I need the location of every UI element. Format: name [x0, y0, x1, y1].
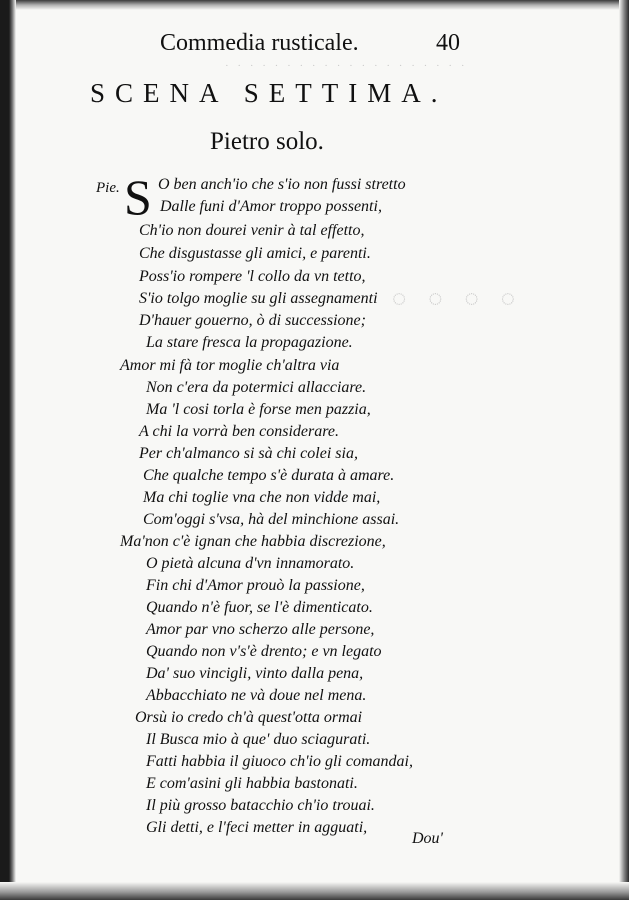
verse-line: Fatti habbia il giuoco ch'io gli comandai, [146, 753, 413, 770]
running-title: Commedia rusticale. [160, 30, 359, 56]
verse-line: Che qualche tempo s'è durata à amare. [143, 467, 395, 484]
verse-line: Quando n'è fuor, se l'è dimenticato. [146, 599, 373, 616]
verse-line: Amor mi fà tor moglie ch'altra via [120, 357, 340, 374]
verse-line: E com'asini gli habbia bastonati. [146, 775, 358, 792]
verse-line: Orsù io credo ch'à quest'otta ormai [135, 709, 363, 726]
page-right-shadow [619, 0, 629, 900]
verse-line: Ch'io non dourei venir à tal effetto, [139, 222, 365, 239]
verse-line: Da' suo vincigli, vinto dalla pena, [146, 665, 364, 682]
scene-title: SCENA SETTIMA. [90, 78, 448, 108]
verse-line: Per ch'almanco si sà chi colei sia, [139, 445, 358, 462]
running-head [160, 30, 460, 60]
page-top-shadow [0, 0, 629, 10]
speaker-abbreviation: Pie. [96, 180, 120, 196]
verse-line: Ma chi toglie vna che non vidde mai, [143, 489, 381, 506]
drop-capital: S [124, 169, 152, 225]
verse-line: Gli detti, e l'feci metter in agguati, [146, 819, 368, 836]
verse-line: Ma'non c'è ignan che habbia discrezione, [120, 533, 386, 550]
verse-line: Quando non v's'è drento; e vn legato [146, 643, 382, 660]
page-bottom-shadow [0, 882, 629, 900]
verse-line: O ben anch'io che s'io non fussi stretto [158, 176, 406, 193]
page-binding-shadow [0, 0, 16, 900]
verse-line: Il più grosso batacchio ch'io trouai. [146, 797, 375, 814]
verse-line: Poss'io rompere 'l collo da vn tetto, [139, 268, 366, 285]
verse-line: O pietà alcuna d'vn innamorato. [146, 555, 355, 572]
verse-line: Com'oggi s'vsa, hà del minchione assai. [143, 511, 400, 528]
verse-line: Amor par vno scherzo alle persone, [146, 621, 375, 638]
verse-line: A chi la vorrà ben considerare. [139, 423, 339, 440]
show-through-decoration: ◌ ◌ ◌ ◌ [392, 286, 524, 312]
verse-line: Dalle funi d'Amor troppo possenti, [160, 198, 382, 215]
verse-line: Ma 'l cosi torla è forse men pazzia, [146, 401, 371, 418]
verse-line: Il Busca mio à que' duo sciagurati. [146, 731, 371, 748]
catchword: Dou' [412, 830, 443, 847]
verse-line: S'io tolgo moglie su gli assegnamenti [139, 290, 378, 307]
verse-line: Che disgustasse gli amici, e parenti. [139, 245, 371, 262]
show-through-decoration: · · · · · · · · · · · · · · · · · · · · [225, 60, 468, 72]
verse-line: Non c'era da potermici allacciare. [146, 379, 367, 396]
verse-line: D'hauer gouerno, ò di successione; [139, 312, 366, 329]
page-number: 40 [436, 30, 460, 56]
verse-line: La stare fresca la propagazione. [146, 334, 353, 351]
verse-line: Fin chi d'Amor prouò la passione, [146, 577, 365, 594]
verse-line: Abbacchiato ne và doue nel mena. [146, 687, 367, 704]
speaker-heading: Pietro solo. [210, 128, 324, 155]
